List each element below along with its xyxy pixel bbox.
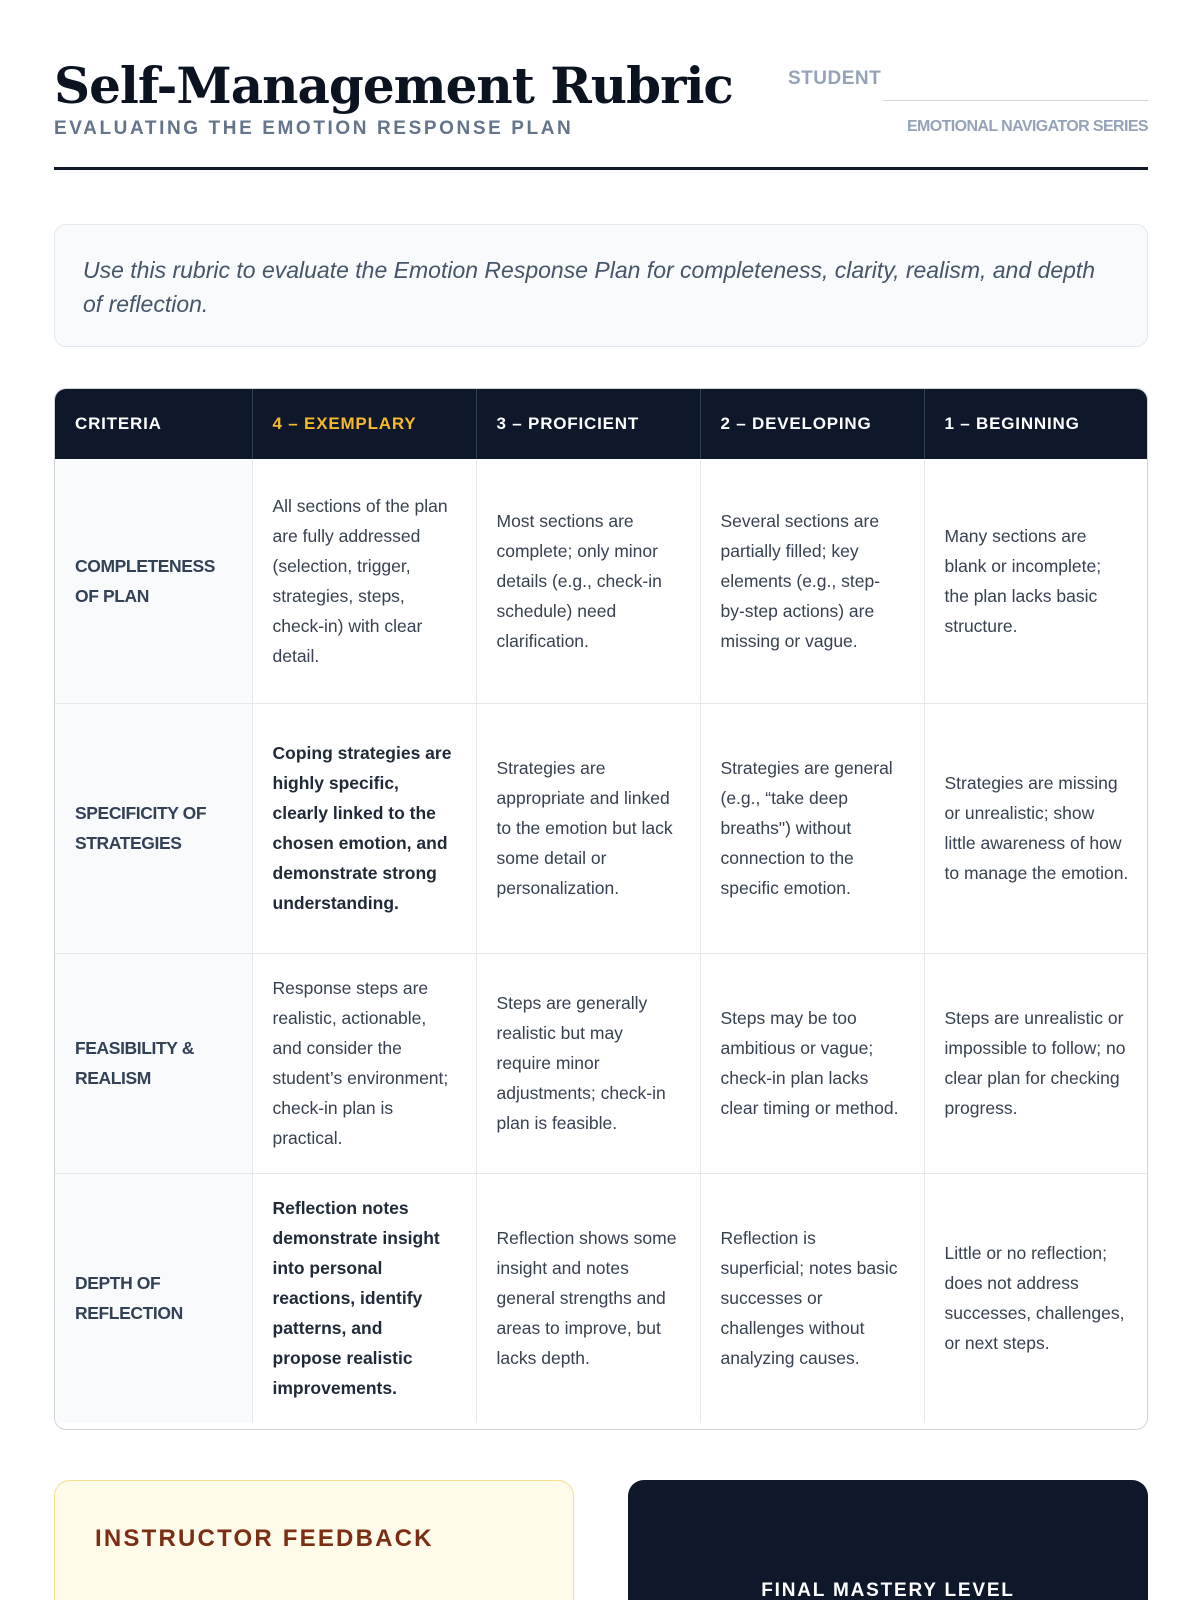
header-proficient: 3 – PROFICIENT — [476, 389, 700, 459]
proficient-cell: Most sections are complete; only minor details (e.g., check-in schedule) need clarification. — [476, 459, 700, 703]
instructor-feedback-title: INSTRUCTOR FEEDBACK — [95, 1525, 434, 1552]
page-header — [54, 58, 1148, 170]
exemplary-cell: Coping strategies are highly specific, clearly linked to the chosen emotion, and demonstrate strong understanding. — [252, 703, 476, 953]
table-row — [55, 1173, 1148, 1423]
developing-cell: Steps may be too ambitious or vague; check-in plan lacks clear timing or method. — [700, 953, 924, 1173]
rubric-header-row — [55, 389, 1148, 459]
header-developing: 2 – DEVELOPING — [700, 389, 924, 459]
page-title: Self-Management Rubric — [54, 56, 733, 115]
beginning-cell: Strategies are missing or unrealistic; show little awareness of how to manage the emotion. — [924, 703, 1148, 953]
beginning-cell: Little or no reflection; does not address successes, challenges, or next steps. — [944, 1243, 1125, 1354]
table-row — [55, 953, 1148, 1173]
intro-box — [54, 224, 1148, 347]
student-name-line[interactable] — [883, 100, 1148, 101]
beginning-cell: Many sections are blank or incomplete; the plan lacks basic structure. — [924, 459, 1148, 703]
criteria-cell: FEASIBILITY & REALISM — [55, 953, 252, 1173]
header-beginning: 1 – BEGINNING — [924, 389, 1148, 459]
header-exemplary: 4 – EXEMPLARY — [252, 389, 476, 459]
beginning-cell: Steps are unrealistic or impossible to follow; no clear plan for checking progress. — [924, 953, 1148, 1173]
proficient-cell: Steps are generally realistic but may require minor adjustments; check-in plan is feasible. — [476, 953, 700, 1173]
page-subtitle: EVALUATING THE EMOTION RESPONSE PLAN — [54, 118, 574, 139]
series-label: EMOTIONAL NAVIGATOR SERIES — [906, 118, 1148, 135]
developing-cell: Several sections are partially filled; key elements (e.g., step-by-step actions) are missing or vague. — [700, 459, 924, 703]
student-label: STUDENT — [788, 68, 882, 89]
criteria-cell: COMPLETENESS OF PLAN — [55, 459, 252, 703]
rubric-table — [54, 388, 1148, 1430]
instructor-feedback-box[interactable] — [54, 1480, 574, 1600]
criteria-cell: SPECIFICITY OF STRATEGIES — [55, 703, 252, 953]
student-field[interactable] — [788, 68, 1148, 102]
criteria-cell: DEPTH OF REFLECTION — [55, 1173, 252, 1423]
table-row — [55, 459, 1148, 703]
exemplary-cell: Response steps are realistic, actionable, and consider the student’s environment; check-in plan is practical. — [252, 953, 476, 1173]
final-mastery-box[interactable] — [628, 1480, 1148, 1600]
table-row — [55, 703, 1148, 953]
intro-text: Use this rubric to evaluate the Emotion Response Plan for completeness, clarity, realism, and depth of reflection. — [83, 257, 1096, 317]
exemplary-cell: Reflection notes demonstrate insight into personal reactions, identify patterns, and propose realistic improvements. — [252, 1173, 476, 1423]
final-mastery-title: FINAL MASTERY LEVEL — [761, 1580, 1015, 1600]
header-criteria: CRITERIA — [55, 389, 252, 459]
developing-cell: Reflection is superficial; notes basic successes or challenges without analyzing causes. — [700, 1173, 924, 1423]
developing-cell: Strategies are general (e.g., “take deep breaths") without connection to the specific emotion. — [700, 703, 924, 953]
proficient-cell: Strategies are appropriate and linked to the emotion but lack some detail or personalization. — [476, 703, 700, 953]
exemplary-cell: All sections of the plan are fully addressed (selection, trigger, strategies, steps, check-in) with clear detail. — [252, 459, 476, 703]
proficient-cell: Reflection shows some insight and notes general strengths and areas to improve, but lacks depth. — [476, 1173, 700, 1423]
